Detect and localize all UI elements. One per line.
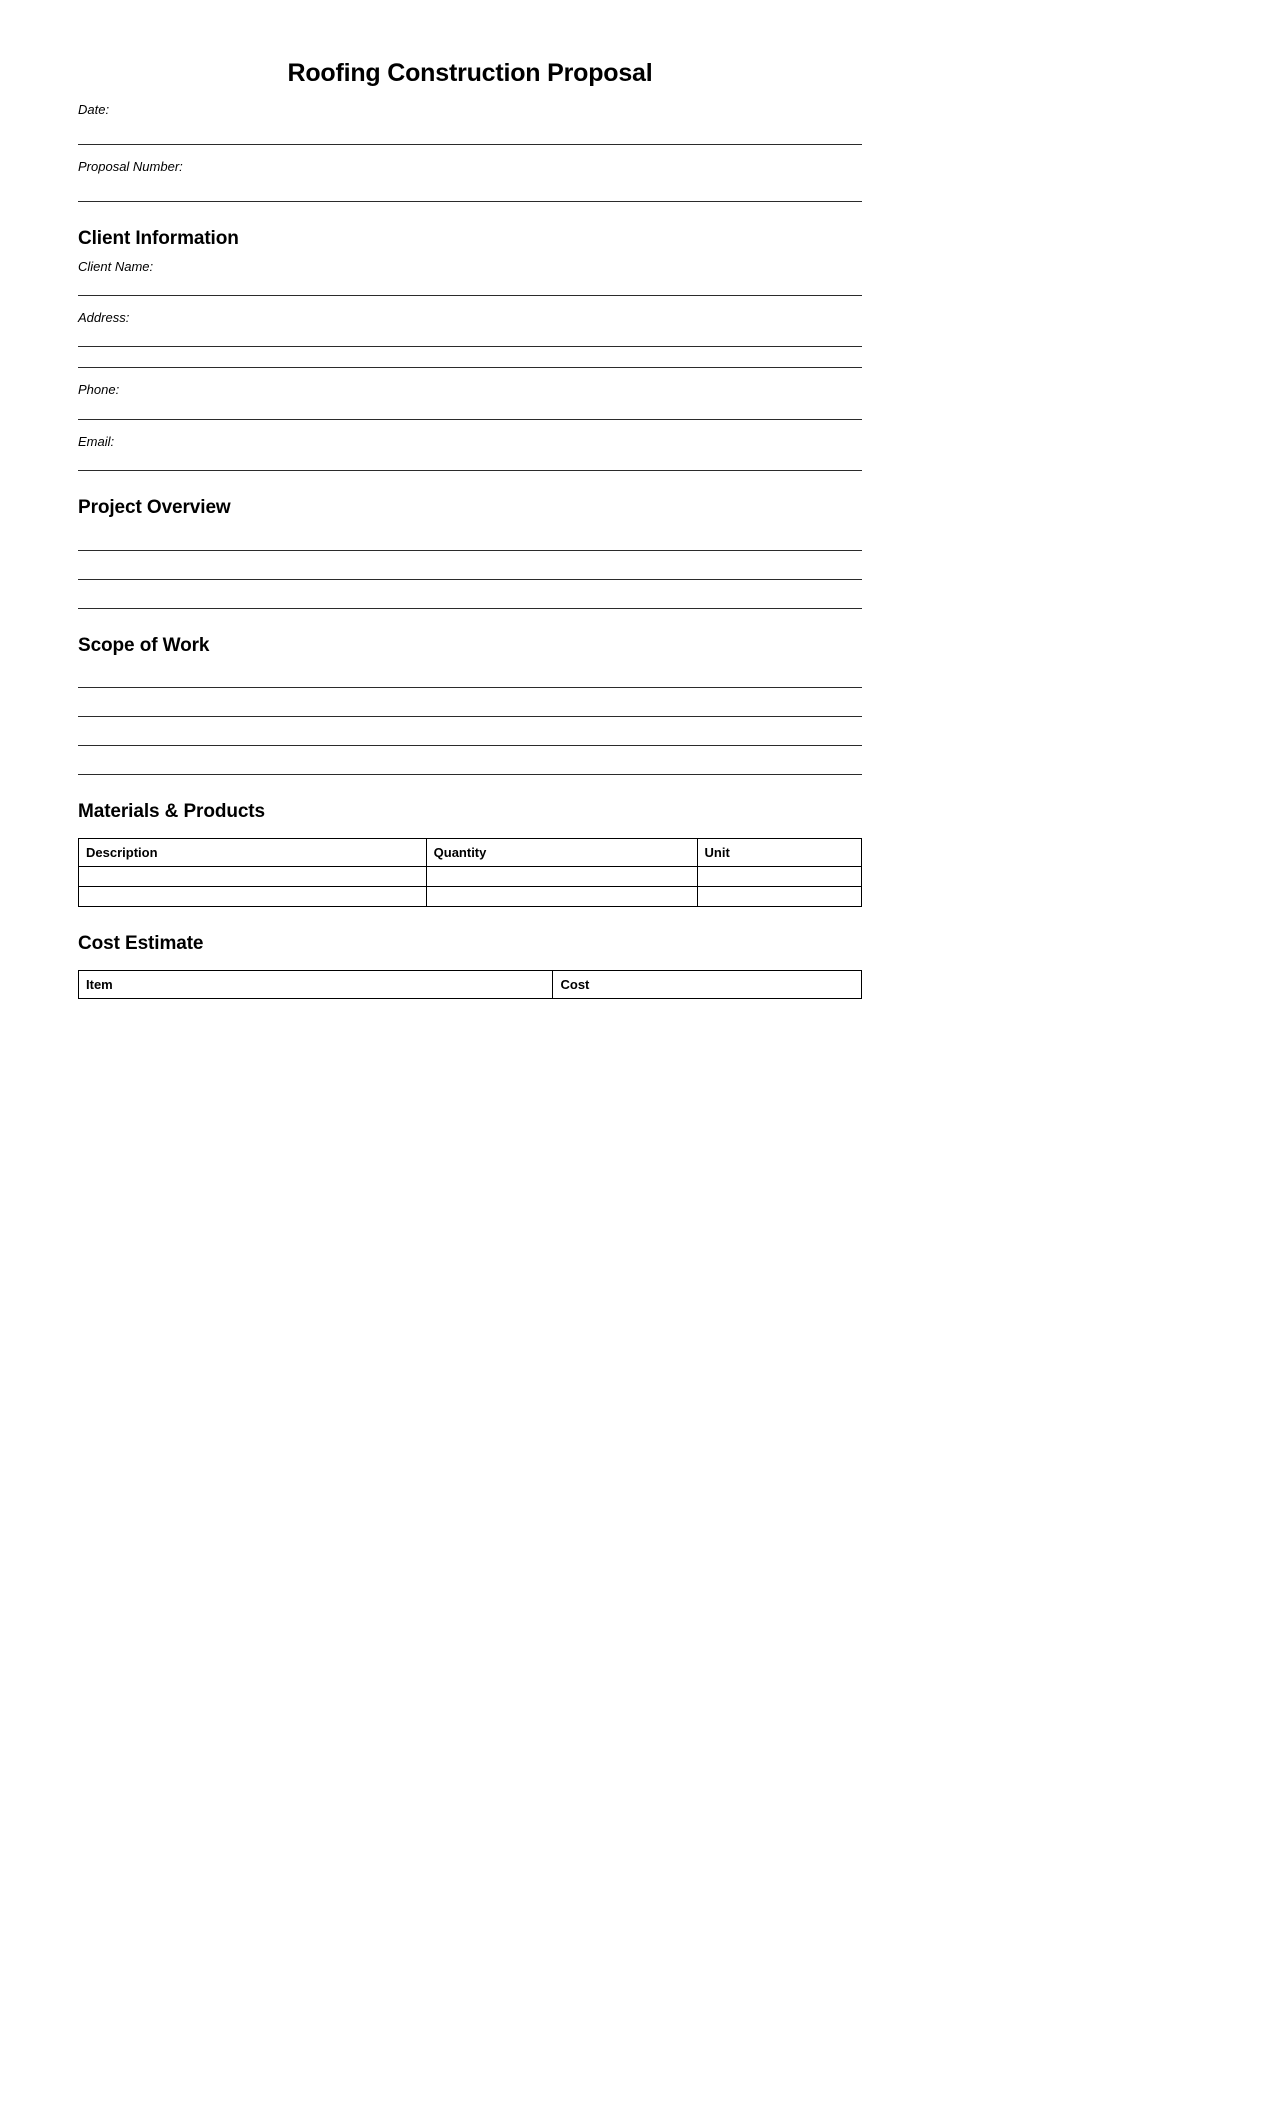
column-header-item: Item: [79, 970, 553, 998]
column-header-unit: Unit: [697, 839, 861, 867]
column-header-cost: Cost: [553, 970, 862, 998]
project-overview-write-area: [78, 550, 862, 609]
field-label-email: Email:: [78, 433, 115, 449]
field-address: [78, 310, 862, 368]
field-label-address: Address:: [78, 310, 130, 326]
field-label-phone: Phone:: [78, 382, 120, 398]
cell-unit[interactable]: [697, 867, 861, 887]
section-heading-scope-of-work: Scope of Work: [78, 634, 210, 656]
cell-unit[interactable]: [697, 887, 861, 907]
table-header-row: [79, 970, 862, 998]
scope-of-work-line[interactable]: [78, 716, 862, 717]
field-label-date: Date:: [78, 101, 110, 117]
column-header-quantity: Quantity: [426, 839, 697, 867]
scope-of-work-line[interactable]: [78, 745, 862, 746]
field-label-proposal-number: Proposal Number:: [78, 158, 183, 174]
field-label-client-name: Client Name:: [78, 258, 154, 274]
materials-products-table: [78, 838, 862, 907]
field-input-address-line-1[interactable]: [78, 346, 862, 347]
section-heading-client-information: Client Information: [78, 228, 239, 249]
field-input-phone[interactable]: [78, 419, 862, 420]
cell-description[interactable]: [79, 867, 427, 887]
column-header-description: Description: [79, 839, 427, 867]
scope-of-work-line[interactable]: [78, 687, 862, 688]
section-heading-cost-estimate: Cost Estimate: [78, 933, 204, 955]
project-overview-line[interactable]: [78, 579, 862, 580]
document-content: [78, 0, 862, 999]
scope-of-work-write-area: [78, 687, 862, 775]
section-heading-project-overview: Project Overview: [78, 496, 231, 518]
field-input-client-name[interactable]: [78, 295, 862, 296]
field-email: [78, 434, 862, 471]
table-row: [79, 887, 862, 907]
field-proposal-number: [78, 159, 862, 202]
cell-description[interactable]: [79, 887, 427, 907]
table-header-row: [79, 839, 862, 867]
cost-estimate-table: [78, 970, 862, 999]
page-title: Roofing Construction Proposal: [287, 59, 653, 87]
field-date: [78, 102, 862, 145]
field-client-name: [78, 259, 862, 296]
table-row: [79, 867, 862, 887]
section-heading-materials-products: Materials & Products: [78, 801, 265, 823]
field-input-address-line-2[interactable]: [78, 367, 862, 368]
cell-quantity[interactable]: [426, 867, 697, 887]
field-phone: [78, 382, 862, 419]
cell-quantity[interactable]: [426, 887, 697, 907]
field-input-date[interactable]: [78, 144, 862, 145]
project-overview-line[interactable]: [78, 550, 862, 551]
